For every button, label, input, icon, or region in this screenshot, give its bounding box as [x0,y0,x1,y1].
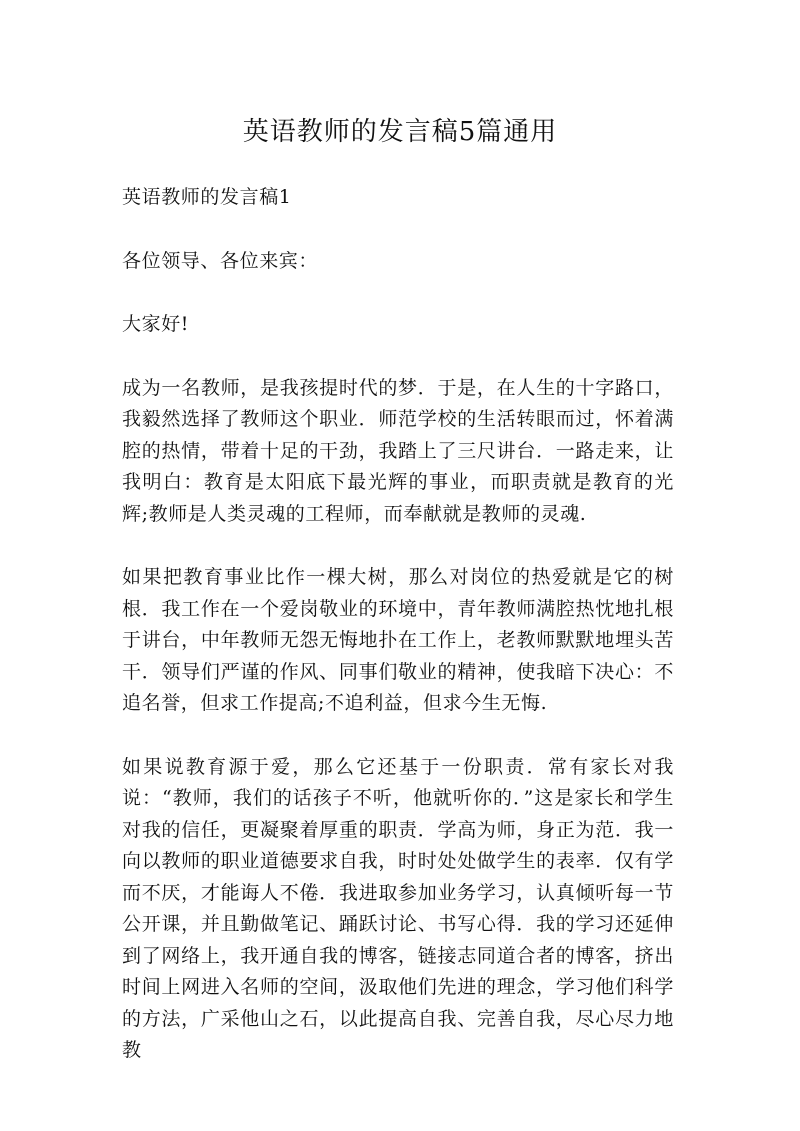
document-title: 英语教师的发言稿5篇通用 [242,117,558,147]
paragraph: 如果说教育源于爱，那么它还基于一份职责．常有家长对我说：“教师，我们的话孩子不听，他就听你的．”这是家长和学生对我的信任，更凝聚着厚重的职责．学高为师，身正为范．我一向以教师的职业道德要求自我，时时处处做学生的表率．仅有学而不厌，才能诲人不倦．我进取参加业务学习，认真倾听每一节公开课，并且勤做笔记、踊跃讨论、书写心得．我的学习还延伸到了网络上，我开通自我的博客，链接志同道合者的博客，挤出时间上网进入名师的空间，汲取他们先进的理念，学习他们科学的方法，广采他山之石，以此提高自我、完善自我，尽心尽力地教 [122,755,674,1061]
document-body [122,182,674,1099]
salutation: 各位领导、各位来宾： [122,249,319,272]
paragraph: 成为一名教师，是我孩提时代的梦．于是，在人生的十字路口，我毅然选择了教师这个职业．师范学校的生活转眼而过，怀着满腔的热情，带着十足的干劲，我踏上了三尺讲台．一路走来，让我明白：教育是太阳底下最光辉的事业，而职责就是教育的光辉;教师是人类灵魂的工程师，而奉献就是教师的灵魂. [122,376,674,525]
greeting: 大家好! [122,313,190,335]
paragraph: 如果把教育事业比作一棵大树，那么对岗位的热爱就是它的树根．我工作在一个爱岗敬业的环境中，青年教师满腔热忱地扎根于讲台，中年教师无怨无悔地扑在工作上，老教师默默地埋头苦干．领导们严谨的作风、同事们敬业的精神，使我暗下决心：不追名誉，但求工作提高;不追利益，但求今生无悔. [122,566,674,714]
section-heading: 英语教师的发言稿1 [122,186,292,208]
